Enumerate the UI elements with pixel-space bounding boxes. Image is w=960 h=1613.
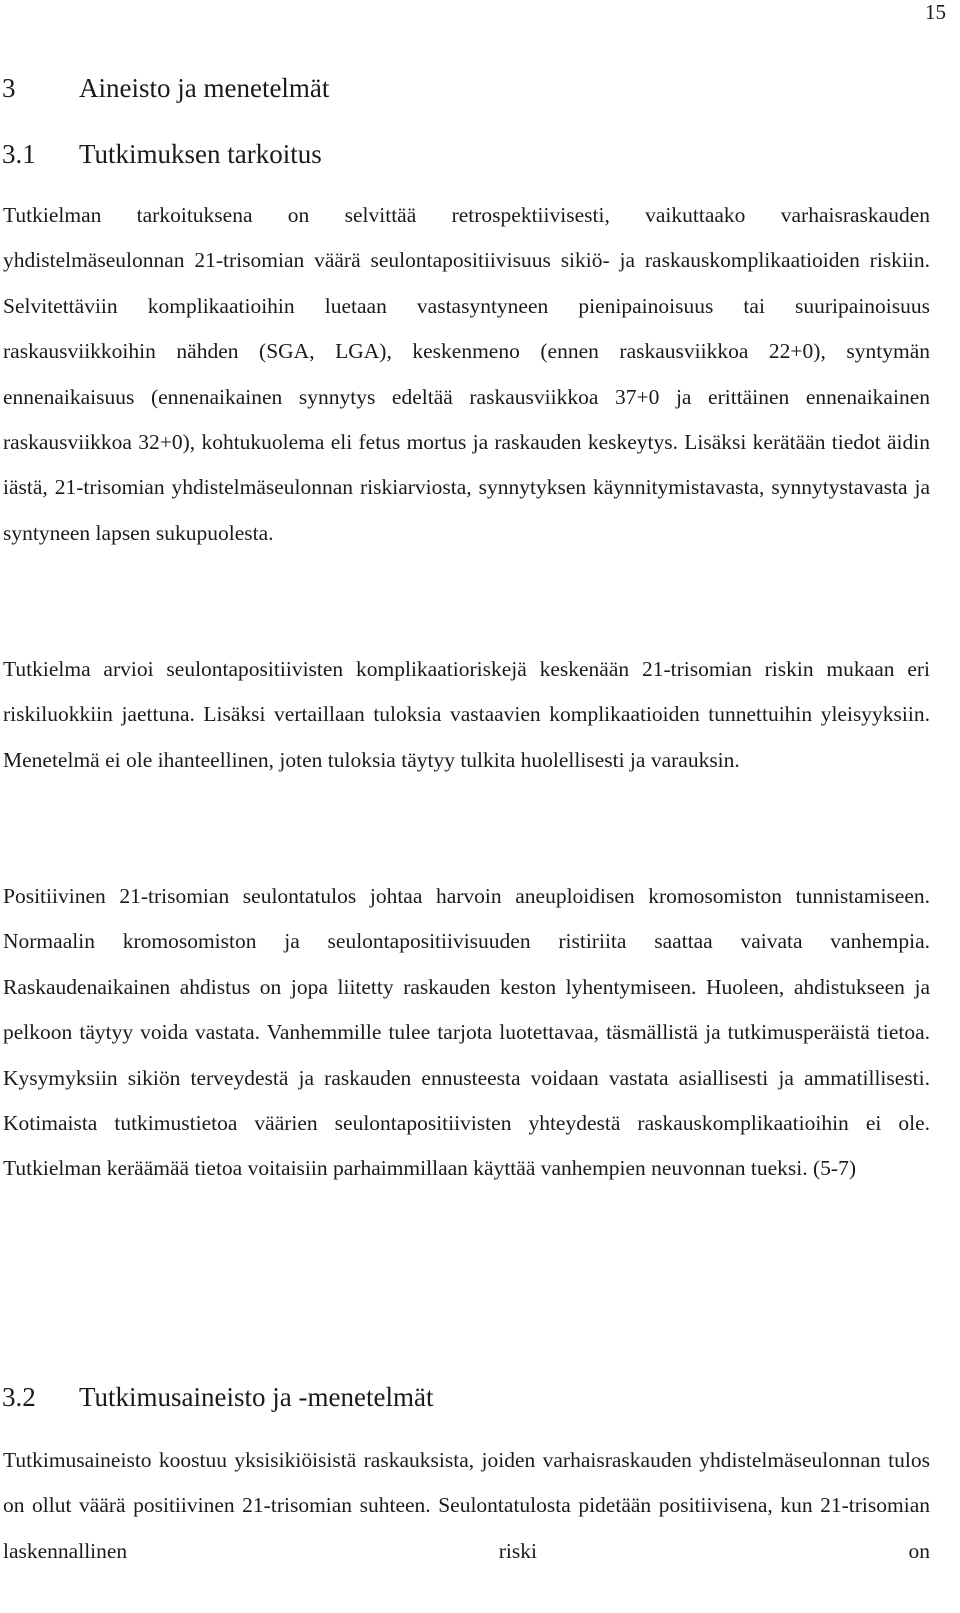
section-heading-3-1 xyxy=(2,141,322,168)
section-number: 3.1 xyxy=(2,139,36,169)
section-heading-3-2 xyxy=(2,1384,433,1411)
section-title: Tutkimuksen tarkoitus xyxy=(79,139,322,169)
paragraph-evaluation: Tutkielma arvioi seulontapositiivisten komplikaatioriskejä keskenään 21-trisomian riskin mukaan eri riskiluokkiin jaettuna. Lisäksi vertaillaan tuloksia vastaavien komplikaatioiden tunnettuihin yleisyyksiin. Menetelmä ei ole ihanteellinen, joten tuloksia täytyy tulkita huolellisesti ja varauksin. xyxy=(3,657,930,772)
chapter-number: 3 xyxy=(2,73,16,103)
page-number: 15 xyxy=(925,0,946,24)
chapter-title: Aineisto ja menetelmät xyxy=(79,73,330,103)
section-title: Tutkimusaineisto ja -menetelmät xyxy=(79,1382,434,1412)
chapter-heading xyxy=(2,75,329,102)
paragraph-background: Positiivinen 21-trisomian seulontatulos johtaa harvoin aneuploidisen kromosomiston tunnistamiseen. Normaalin kromosomiston ja seulontapositiivisuuden ristiriita saattaa vaivata vanhempia. Raskaudenaikainen ahdistus on jopa liitetty raskauden keston lyhentymiseen. Huoleen, ahdistukseen ja pelkoon täytyy voida vastata. Vanhemmille tulee tarjota luotettavaa, täsmällistä ja tutkimusperäistä tietoa. Kysymyksiin sikiön terveydestä ja raskauden ennusteesta voidaan vastata asiallisesti ja ammatillisesti. Kotimaista tutkimustietoa väärien seulontapositiivisten yhteydestä raskauskomplikaatioihin ei ole. Tutkielman keräämää tietoa voitaisiin parhaimmillaan käyttää vanhempien neuvonnan tueksi. (5-7) xyxy=(3,884,930,1181)
paragraph-material: Tutkimusaineisto koostuu yksisikiöisistä raskauksista, joiden varhaisraskauden yhdistelmäseulonnan tulos on ollut väärä positiivinen 21-trisomian suhteen. Seulontatulosta pidetään positiivisena, kun 21-trisomian laskennallinen riski on xyxy=(3,1448,930,1563)
paragraph-purpose: Tutkielman tarkoituksena on selvittää retrospektiivisesti, vaikuttaako varhaisraskauden yhdistelmäseulonnan 21-trisomian väärä seulontapositiivisuus sikiö- ja raskauskomplikaatioiden riskiin. Selvitettäviin komplikaatioihin luetaan vastasyntyneen pienipainoisuus tai suuripainoisuus raskausviikkoihin nähden (SGA, LGA), keskenmeno (ennen raskausviikkoa 22+0), syntymän ennenaikaisuus (ennenaikainen synnytys edeltää raskausviikkoa 37+0 ja erittäinen ennenaikainen raskausviikkoa 32+0), kohtukuolema eli fetus mortus ja raskauden keskeytys. Lisäksi kerätään tiedot äidin iästä, 21-trisomian yhdistelmäseulonnan riskiarviosta, synnytyksen käynnitymistavasta, synnytystavasta ja syntyneen lapsen sukupuolesta. xyxy=(3,203,930,545)
section-number: 3.2 xyxy=(2,1382,36,1412)
